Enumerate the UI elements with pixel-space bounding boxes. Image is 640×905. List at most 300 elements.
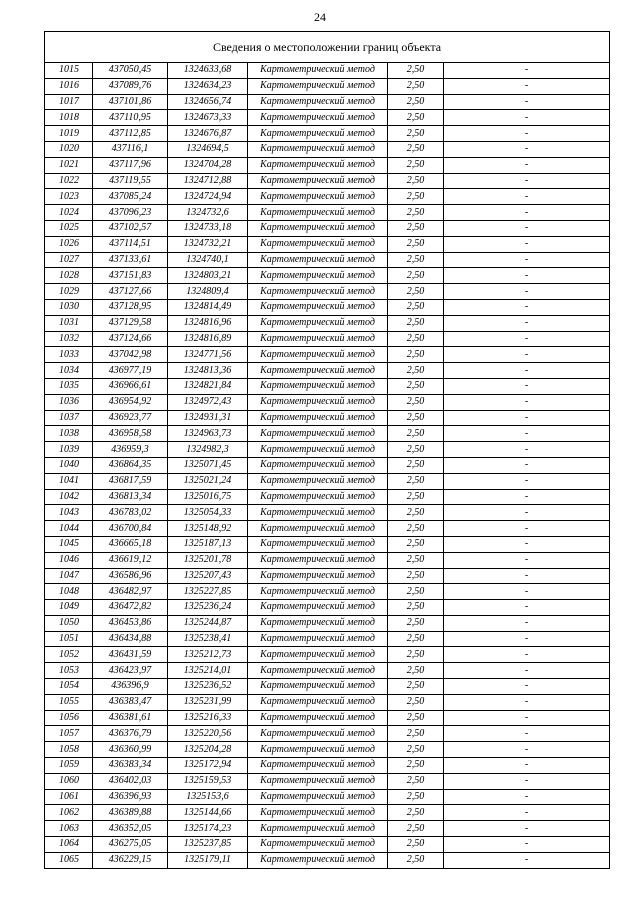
description-cell: - <box>444 63 610 79</box>
method-cell: Картометрический метод <box>248 552 388 568</box>
table-row <box>45 631 610 647</box>
x-coordinate-cell: 437151,83 <box>93 268 168 284</box>
point-number-cell: 1040 <box>45 457 93 473</box>
y-coordinate-cell: 1324740,1 <box>168 252 248 268</box>
method-cell: Картометрический метод <box>248 457 388 473</box>
table-row <box>45 157 610 173</box>
x-coordinate-cell: 436396,9 <box>93 679 168 695</box>
accuracy-cell: 2,50 <box>388 679 444 695</box>
x-coordinate-cell: 437133,61 <box>93 252 168 268</box>
method-cell: Картометрический метод <box>248 157 388 173</box>
method-cell: Картометрический метод <box>248 426 388 442</box>
y-coordinate-cell: 1324633,68 <box>168 63 248 79</box>
table-row <box>45 315 610 331</box>
accuracy-cell: 2,50 <box>388 536 444 552</box>
point-number-cell: 1058 <box>45 742 93 758</box>
accuracy-cell: 2,50 <box>388 647 444 663</box>
description-cell: - <box>444 710 610 726</box>
accuracy-cell: 2,50 <box>388 552 444 568</box>
point-number-cell: 1037 <box>45 410 93 426</box>
description-cell: - <box>444 220 610 236</box>
point-number-cell: 1016 <box>45 78 93 94</box>
y-coordinate-cell: 1325016,75 <box>168 489 248 505</box>
x-coordinate-cell: 436360,99 <box>93 742 168 758</box>
table-row <box>45 284 610 300</box>
accuracy-cell: 2,50 <box>388 837 444 853</box>
accuracy-cell: 2,50 <box>388 442 444 458</box>
y-coordinate-cell: 1324982,3 <box>168 442 248 458</box>
description-cell: - <box>444 663 610 679</box>
method-cell: Картометрический метод <box>248 742 388 758</box>
x-coordinate-cell: 436817,59 <box>93 473 168 489</box>
method-cell: Картометрический метод <box>248 378 388 394</box>
y-coordinate-cell: 1324656,74 <box>168 94 248 110</box>
method-cell: Картометрический метод <box>248 315 388 331</box>
table-row <box>45 442 610 458</box>
method-cell: Картометрический метод <box>248 299 388 315</box>
point-number-cell: 1032 <box>45 331 93 347</box>
point-number-cell: 1042 <box>45 489 93 505</box>
description-cell: - <box>444 631 610 647</box>
y-coordinate-cell: 1324816,96 <box>168 315 248 331</box>
accuracy-cell: 2,50 <box>388 378 444 394</box>
y-coordinate-cell: 1324972,43 <box>168 394 248 410</box>
point-number-cell: 1023 <box>45 189 93 205</box>
accuracy-cell: 2,50 <box>388 742 444 758</box>
x-coordinate-cell: 437096,23 <box>93 205 168 221</box>
point-number-cell: 1019 <box>45 126 93 142</box>
y-coordinate-cell: 1324676,87 <box>168 126 248 142</box>
x-coordinate-cell: 436619,12 <box>93 552 168 568</box>
y-coordinate-cell: 1325021,24 <box>168 473 248 489</box>
y-coordinate-cell: 1324732,6 <box>168 205 248 221</box>
method-cell: Картометрический метод <box>248 63 388 79</box>
method-cell: Картометрический метод <box>248 110 388 126</box>
description-cell: - <box>444 252 610 268</box>
x-coordinate-cell: 436229,15 <box>93 852 168 868</box>
y-coordinate-cell: 1325207,43 <box>168 568 248 584</box>
y-coordinate-cell: 1325172,94 <box>168 758 248 774</box>
method-cell: Картометрический метод <box>248 473 388 489</box>
method-cell: Картометрический метод <box>248 726 388 742</box>
method-cell: Картометрический метод <box>248 363 388 379</box>
description-cell: - <box>444 268 610 284</box>
y-coordinate-cell: 1325212,73 <box>168 647 248 663</box>
accuracy-cell: 2,50 <box>388 94 444 110</box>
description-cell: - <box>444 457 610 473</box>
point-number-cell: 1044 <box>45 521 93 537</box>
description-cell: - <box>444 189 610 205</box>
x-coordinate-cell: 436396,93 <box>93 789 168 805</box>
y-coordinate-cell: 1325236,24 <box>168 600 248 616</box>
y-coordinate-cell: 1324963,73 <box>168 426 248 442</box>
x-coordinate-cell: 437042,98 <box>93 347 168 363</box>
description-cell: - <box>444 363 610 379</box>
x-coordinate-cell: 436783,02 <box>93 505 168 521</box>
accuracy-cell: 2,50 <box>388 789 444 805</box>
point-number-cell: 1015 <box>45 63 93 79</box>
method-cell: Картометрический метод <box>248 236 388 252</box>
accuracy-cell: 2,50 <box>388 268 444 284</box>
accuracy-cell: 2,50 <box>388 141 444 157</box>
point-number-cell: 1063 <box>45 821 93 837</box>
y-coordinate-cell: 1324771,56 <box>168 347 248 363</box>
page-number: 24 <box>314 10 326 24</box>
y-coordinate-cell: 1325216,33 <box>168 710 248 726</box>
y-coordinate-cell: 1325214,01 <box>168 663 248 679</box>
accuracy-cell: 2,50 <box>388 189 444 205</box>
accuracy-cell: 2,50 <box>388 394 444 410</box>
accuracy-cell: 2,50 <box>388 173 444 189</box>
method-cell: Картометрический метод <box>248 584 388 600</box>
description-cell: - <box>444 852 610 868</box>
y-coordinate-cell: 1324931,31 <box>168 410 248 426</box>
accuracy-cell: 2,50 <box>388 710 444 726</box>
method-cell: Картометрический метод <box>248 663 388 679</box>
y-coordinate-cell: 1324733,18 <box>168 220 248 236</box>
x-coordinate-cell: 437102,57 <box>93 220 168 236</box>
point-number-cell: 1065 <box>45 852 93 868</box>
description-cell: - <box>444 568 610 584</box>
point-number-cell: 1028 <box>45 268 93 284</box>
method-cell: Картометрический метод <box>248 615 388 631</box>
method-cell: Картометрический метод <box>248 694 388 710</box>
accuracy-cell: 2,50 <box>388 347 444 363</box>
x-coordinate-cell: 436453,86 <box>93 615 168 631</box>
y-coordinate-cell: 1325153,6 <box>168 789 248 805</box>
method-cell: Картометрический метод <box>248 94 388 110</box>
accuracy-cell: 2,50 <box>388 568 444 584</box>
accuracy-cell: 2,50 <box>388 726 444 742</box>
point-number-cell: 1018 <box>45 110 93 126</box>
accuracy-cell: 2,50 <box>388 299 444 315</box>
description-cell: - <box>444 837 610 853</box>
x-coordinate-cell: 437117,96 <box>93 157 168 173</box>
y-coordinate-cell: 1325237,85 <box>168 837 248 853</box>
description-cell: - <box>444 536 610 552</box>
description-cell: - <box>444 284 610 300</box>
table-row <box>45 141 610 157</box>
method-cell: Картометрический метод <box>248 394 388 410</box>
point-number-cell: 1022 <box>45 173 93 189</box>
y-coordinate-cell: 1324803,21 <box>168 268 248 284</box>
table-row <box>45 489 610 505</box>
x-coordinate-cell: 436959,3 <box>93 442 168 458</box>
y-coordinate-cell: 1325201,78 <box>168 552 248 568</box>
x-coordinate-cell: 437050,45 <box>93 63 168 79</box>
y-coordinate-cell: 1325238,41 <box>168 631 248 647</box>
method-cell: Картометрический метод <box>248 710 388 726</box>
point-number-cell: 1049 <box>45 600 93 616</box>
method-cell: Картометрический метод <box>248 189 388 205</box>
x-coordinate-cell: 437127,66 <box>93 284 168 300</box>
table-row <box>45 805 610 821</box>
y-coordinate-cell: 1325144,66 <box>168 805 248 821</box>
accuracy-cell: 2,50 <box>388 473 444 489</box>
table-row <box>45 789 610 805</box>
y-coordinate-cell: 1325187,13 <box>168 536 248 552</box>
point-number-cell: 1060 <box>45 773 93 789</box>
table-title: Сведения о местоположении границ объекта <box>45 32 610 63</box>
accuracy-cell: 2,50 <box>388 694 444 710</box>
table-row <box>45 394 610 410</box>
point-number-cell: 1043 <box>45 505 93 521</box>
description-cell: - <box>444 821 610 837</box>
point-number-cell: 1020 <box>45 141 93 157</box>
point-number-cell: 1030 <box>45 299 93 315</box>
table-row <box>45 521 610 537</box>
accuracy-cell: 2,50 <box>388 315 444 331</box>
x-coordinate-cell: 436376,79 <box>93 726 168 742</box>
y-coordinate-cell: 1325054,33 <box>168 505 248 521</box>
description-cell: - <box>444 94 610 110</box>
point-number-cell: 1048 <box>45 584 93 600</box>
method-cell: Картометрический метод <box>248 347 388 363</box>
x-coordinate-cell: 436423,97 <box>93 663 168 679</box>
x-coordinate-cell: 436700,84 <box>93 521 168 537</box>
y-coordinate-cell: 1324724,94 <box>168 189 248 205</box>
description-cell: - <box>444 126 610 142</box>
accuracy-cell: 2,50 <box>388 363 444 379</box>
method-cell: Картометрический метод <box>248 647 388 663</box>
point-number-cell: 1027 <box>45 252 93 268</box>
accuracy-cell: 2,50 <box>388 489 444 505</box>
accuracy-cell: 2,50 <box>388 457 444 473</box>
description-cell: - <box>444 679 610 695</box>
y-coordinate-cell: 1324712,88 <box>168 173 248 189</box>
description-cell: - <box>444 331 610 347</box>
table-row <box>45 710 610 726</box>
table-row <box>45 426 610 442</box>
description-cell: - <box>444 157 610 173</box>
x-coordinate-cell: 437101,86 <box>93 94 168 110</box>
description-cell: - <box>444 315 610 331</box>
table-row <box>45 536 610 552</box>
description-cell: - <box>444 615 610 631</box>
x-coordinate-cell: 436864,35 <box>93 457 168 473</box>
table-row <box>45 457 610 473</box>
x-coordinate-cell: 436482,97 <box>93 584 168 600</box>
x-coordinate-cell: 436389,88 <box>93 805 168 821</box>
accuracy-cell: 2,50 <box>388 584 444 600</box>
description-cell: - <box>444 473 610 489</box>
y-coordinate-cell: 1325174,23 <box>168 821 248 837</box>
x-coordinate-cell: 437114,51 <box>93 236 168 252</box>
point-number-cell: 1034 <box>45 363 93 379</box>
table-row <box>45 363 610 379</box>
method-cell: Картометрический метод <box>248 173 388 189</box>
table-row <box>45 173 610 189</box>
x-coordinate-cell: 437110,95 <box>93 110 168 126</box>
description-cell: - <box>444 394 610 410</box>
point-number-cell: 1036 <box>45 394 93 410</box>
description-cell: - <box>444 789 610 805</box>
accuracy-cell: 2,50 <box>388 426 444 442</box>
y-coordinate-cell: 1325220,56 <box>168 726 248 742</box>
x-coordinate-cell: 436472,82 <box>93 600 168 616</box>
method-cell: Картометрический метод <box>248 521 388 537</box>
method-cell: Картометрический метод <box>248 78 388 94</box>
method-cell: Картометрический метод <box>248 536 388 552</box>
description-cell: - <box>444 110 610 126</box>
accuracy-cell: 2,50 <box>388 78 444 94</box>
y-coordinate-cell: 1325231,99 <box>168 694 248 710</box>
y-coordinate-cell: 1325204,28 <box>168 742 248 758</box>
table-row <box>45 473 610 489</box>
y-coordinate-cell: 1325148,92 <box>168 521 248 537</box>
accuracy-cell: 2,50 <box>388 758 444 774</box>
method-cell: Картометрический метод <box>248 489 388 505</box>
description-cell: - <box>444 410 610 426</box>
description-cell: - <box>444 600 610 616</box>
point-number-cell: 1046 <box>45 552 93 568</box>
table-row <box>45 726 610 742</box>
point-number-cell: 1052 <box>45 647 93 663</box>
x-coordinate-cell: 437128,95 <box>93 299 168 315</box>
point-number-cell: 1053 <box>45 663 93 679</box>
x-coordinate-cell: 436966,61 <box>93 378 168 394</box>
point-number-cell: 1054 <box>45 679 93 695</box>
y-coordinate-cell: 1324634,23 <box>168 78 248 94</box>
accuracy-cell: 2,50 <box>388 773 444 789</box>
accuracy-cell: 2,50 <box>388 284 444 300</box>
point-number-cell: 1045 <box>45 536 93 552</box>
x-coordinate-cell: 437124,66 <box>93 331 168 347</box>
point-number-cell: 1026 <box>45 236 93 252</box>
description-cell: - <box>444 521 610 537</box>
point-number-cell: 1033 <box>45 347 93 363</box>
y-coordinate-cell: 1324816,89 <box>168 331 248 347</box>
table-row <box>45 410 610 426</box>
y-coordinate-cell: 1324813,36 <box>168 363 248 379</box>
description-cell: - <box>444 758 610 774</box>
description-cell: - <box>444 78 610 94</box>
description-cell: - <box>444 378 610 394</box>
table-row <box>45 615 610 631</box>
x-coordinate-cell: 436813,34 <box>93 489 168 505</box>
description-cell: - <box>444 647 610 663</box>
method-cell: Картометрический метод <box>248 852 388 868</box>
point-number-cell: 1059 <box>45 758 93 774</box>
description-cell: - <box>444 347 610 363</box>
table-row <box>45 837 610 853</box>
x-coordinate-cell: 436431,59 <box>93 647 168 663</box>
table-row <box>45 584 610 600</box>
accuracy-cell: 2,50 <box>388 205 444 221</box>
table-row <box>45 110 610 126</box>
method-cell: Картометрический метод <box>248 568 388 584</box>
y-coordinate-cell: 1324732,21 <box>168 236 248 252</box>
accuracy-cell: 2,50 <box>388 410 444 426</box>
x-coordinate-cell: 436275,05 <box>93 837 168 853</box>
y-coordinate-cell: 1324673,33 <box>168 110 248 126</box>
x-coordinate-cell: 436383,47 <box>93 694 168 710</box>
table-row <box>45 347 610 363</box>
table-row <box>45 647 610 663</box>
table-row <box>45 600 610 616</box>
point-number-cell: 1017 <box>45 94 93 110</box>
point-number-cell: 1024 <box>45 205 93 221</box>
table-row <box>45 758 610 774</box>
table-row <box>45 94 610 110</box>
method-cell: Картометрический метод <box>248 679 388 695</box>
accuracy-cell: 2,50 <box>388 252 444 268</box>
y-coordinate-cell: 1325179,11 <box>168 852 248 868</box>
accuracy-cell: 2,50 <box>388 236 444 252</box>
accuracy-cell: 2,50 <box>388 505 444 521</box>
table-row <box>45 505 610 521</box>
x-coordinate-cell: 436352,05 <box>93 821 168 837</box>
point-number-cell: 1056 <box>45 710 93 726</box>
table-row <box>45 331 610 347</box>
accuracy-cell: 2,50 <box>388 615 444 631</box>
table-row <box>45 679 610 695</box>
description-cell: - <box>444 694 610 710</box>
point-number-cell: 1061 <box>45 789 93 805</box>
x-coordinate-cell: 436665,18 <box>93 536 168 552</box>
description-cell: - <box>444 236 610 252</box>
method-cell: Картометрический метод <box>248 805 388 821</box>
description-cell: - <box>444 805 610 821</box>
point-number-cell: 1064 <box>45 837 93 853</box>
point-number-cell: 1055 <box>45 694 93 710</box>
y-coordinate-cell: 1324814,49 <box>168 299 248 315</box>
point-number-cell: 1047 <box>45 568 93 584</box>
point-number-cell: 1031 <box>45 315 93 331</box>
table-row <box>45 189 610 205</box>
point-number-cell: 1062 <box>45 805 93 821</box>
boundary-coordinates-table <box>44 31 610 869</box>
point-number-cell: 1039 <box>45 442 93 458</box>
point-number-cell: 1025 <box>45 220 93 236</box>
accuracy-cell: 2,50 <box>388 805 444 821</box>
method-cell: Картометрический метод <box>248 600 388 616</box>
method-cell: Картометрический метод <box>248 220 388 236</box>
method-cell: Картометрический метод <box>248 773 388 789</box>
description-cell: - <box>444 299 610 315</box>
x-coordinate-cell: 437119,55 <box>93 173 168 189</box>
accuracy-cell: 2,50 <box>388 331 444 347</box>
table-row <box>45 205 610 221</box>
method-cell: Картометрический метод <box>248 141 388 157</box>
x-coordinate-cell: 436402,03 <box>93 773 168 789</box>
method-cell: Картометрический метод <box>248 268 388 284</box>
method-cell: Картометрический метод <box>248 331 388 347</box>
point-number-cell: 1021 <box>45 157 93 173</box>
table-row <box>45 299 610 315</box>
point-number-cell: 1041 <box>45 473 93 489</box>
y-coordinate-cell: 1324704,28 <box>168 157 248 173</box>
table-row <box>45 773 610 789</box>
accuracy-cell: 2,50 <box>388 126 444 142</box>
x-coordinate-cell: 436977,19 <box>93 363 168 379</box>
table-row <box>45 852 610 868</box>
y-coordinate-cell: 1325244,87 <box>168 615 248 631</box>
description-cell: - <box>444 205 610 221</box>
accuracy-cell: 2,50 <box>388 852 444 868</box>
accuracy-cell: 2,50 <box>388 63 444 79</box>
y-coordinate-cell: 1325236,52 <box>168 679 248 695</box>
table-row <box>45 220 610 236</box>
method-cell: Картометрический метод <box>248 284 388 300</box>
table-row <box>45 252 610 268</box>
point-number-cell: 1038 <box>45 426 93 442</box>
method-cell: Картометрический метод <box>248 442 388 458</box>
x-coordinate-cell: 437112,85 <box>93 126 168 142</box>
table-row <box>45 742 610 758</box>
table-row <box>45 694 610 710</box>
method-cell: Картометрический метод <box>248 821 388 837</box>
